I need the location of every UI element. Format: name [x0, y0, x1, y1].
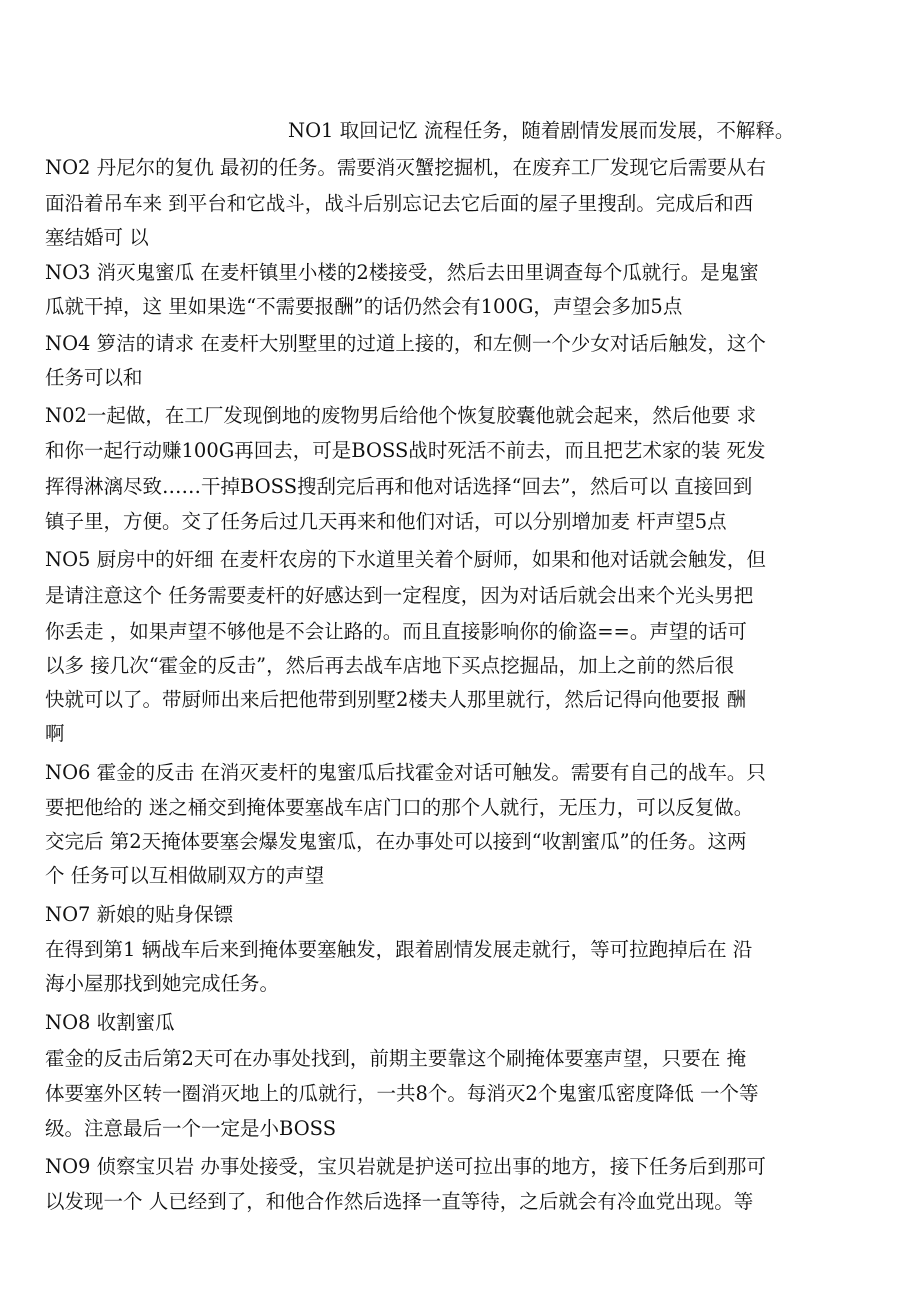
text-line: 以多 接几次“霍金的反击”，然后再去战车店地下买点挖掘品，加上之前的然后很	[45, 654, 735, 677]
text-line: NO4 箩洁的请求 在麦杆大别墅里的过道上接的，和左侧一个少女对话后触发，这个	[45, 332, 766, 355]
text-line: 面沿着吊车来 到平台和它战斗，战斗后别忘记去它后面的屋子里搜刮。完成后和西	[45, 192, 754, 215]
text-line: 任务可以和	[45, 366, 143, 389]
text-line: 挥得淋漓尽致……干掉BOSS搜刮完后再和他对话选择“回去”，然后可以 直接回到	[45, 475, 753, 498]
text-line: 个 任务可以互相做刷双方的声望	[45, 864, 325, 887]
text-line: 在得到第1 辆战车后来到掩体要塞触发，跟着剧情发展走就行，等可拉跑掉后在 沿	[45, 938, 753, 961]
text-line: 快就可以了。带厨师出来后把他带到别墅2楼夫人那里就行，然后记得向他要报 酬	[45, 688, 747, 711]
text-line: 级。注意最后一个一定是小BOSS	[45, 1117, 337, 1140]
text-line: NO7 新娘的贴身保镖	[45, 903, 234, 926]
text-line: 是请注意这个 任务需要麦杆的好感达到一定程度，因为对话后就会出来个光头男把	[45, 584, 754, 607]
text-line: 体要塞外区转一圈消灭地上的瓜就行，一共8个。每消灭2个鬼蜜瓜密度降低 一个等	[45, 1082, 759, 1105]
text-line: 塞结婚可 以	[45, 226, 149, 249]
text-line: 镇子里，方便。交了任务后过几天再来和他们对话，可以分别增加麦 杆声望5点	[45, 510, 727, 533]
text-line: N02一起做，在工厂发现倒地的废物男后给他个恢复胶囊他就会起来，然后他要 求	[45, 404, 757, 427]
text-line: 以发现一个 人已经到了，和他合作然后选择一直等待，之后就会有冷血党出现。等	[45, 1190, 754, 1213]
text-line: 海小屋那找到她完成任务。	[45, 972, 280, 995]
text-line: NO2 丹尼尔的复仇 最初的任务。需要消灭蟹挖掘机，在废弃工厂发现它后需要从右	[45, 156, 766, 179]
text-line: NO1 取回记忆 流程任务，随着剧情发展而发展，不解释。	[288, 119, 795, 142]
text-line: 要把他给的 迷之桶交到掩体要塞战车店门口的那个人就行，无压力，可以反复做。	[45, 796, 754, 819]
text-line: 霍金的反击后第2天可在办事处找到，前期主要靠这个刷掩体要塞声望，只要在 掩	[45, 1047, 747, 1070]
text-line: NO9 侦察宝贝岩 办事处接受，宝贝岩就是护送可拉出事的地方，接下任务后到那可	[45, 1155, 766, 1178]
text-line: 和你一起行动赚100G再回去，可是BOSS战时死活不前去，而且把艺术家的装 死发	[45, 439, 766, 462]
text-line: 啊	[45, 722, 65, 745]
text-line: NO6 霍金的反击 在消灭麦杆的鬼蜜瓜后找霍金对话可触发。需要有自己的战车。只	[45, 761, 766, 784]
text-line: 瓜就干掉，这 里如果选“不需要报酬”的话仍然会有100G，声望会多加5点	[45, 295, 683, 318]
text-line: 交完后 第2天掩体要塞会爆发鬼蜜瓜，在办事处可以接到“收割蜜瓜”的任务。这两	[45, 830, 747, 853]
text-line: 你丢走 ，如果声望不够他是不会让路的。而且直接影响你的偷盗==。声望的话可	[45, 620, 747, 643]
text-line: NO8 收割蜜瓜	[45, 1011, 175, 1034]
text-line: NO3 消灭鬼蜜瓜 在麦杆镇里小楼的2楼接受，然后去田里调查每个瓜就行。是鬼蜜	[45, 261, 759, 284]
text-line: NO5 厨房中的奸细 在麦杆农房的下水道里关着个厨师，如果和他对话就会触发，但	[45, 548, 766, 571]
